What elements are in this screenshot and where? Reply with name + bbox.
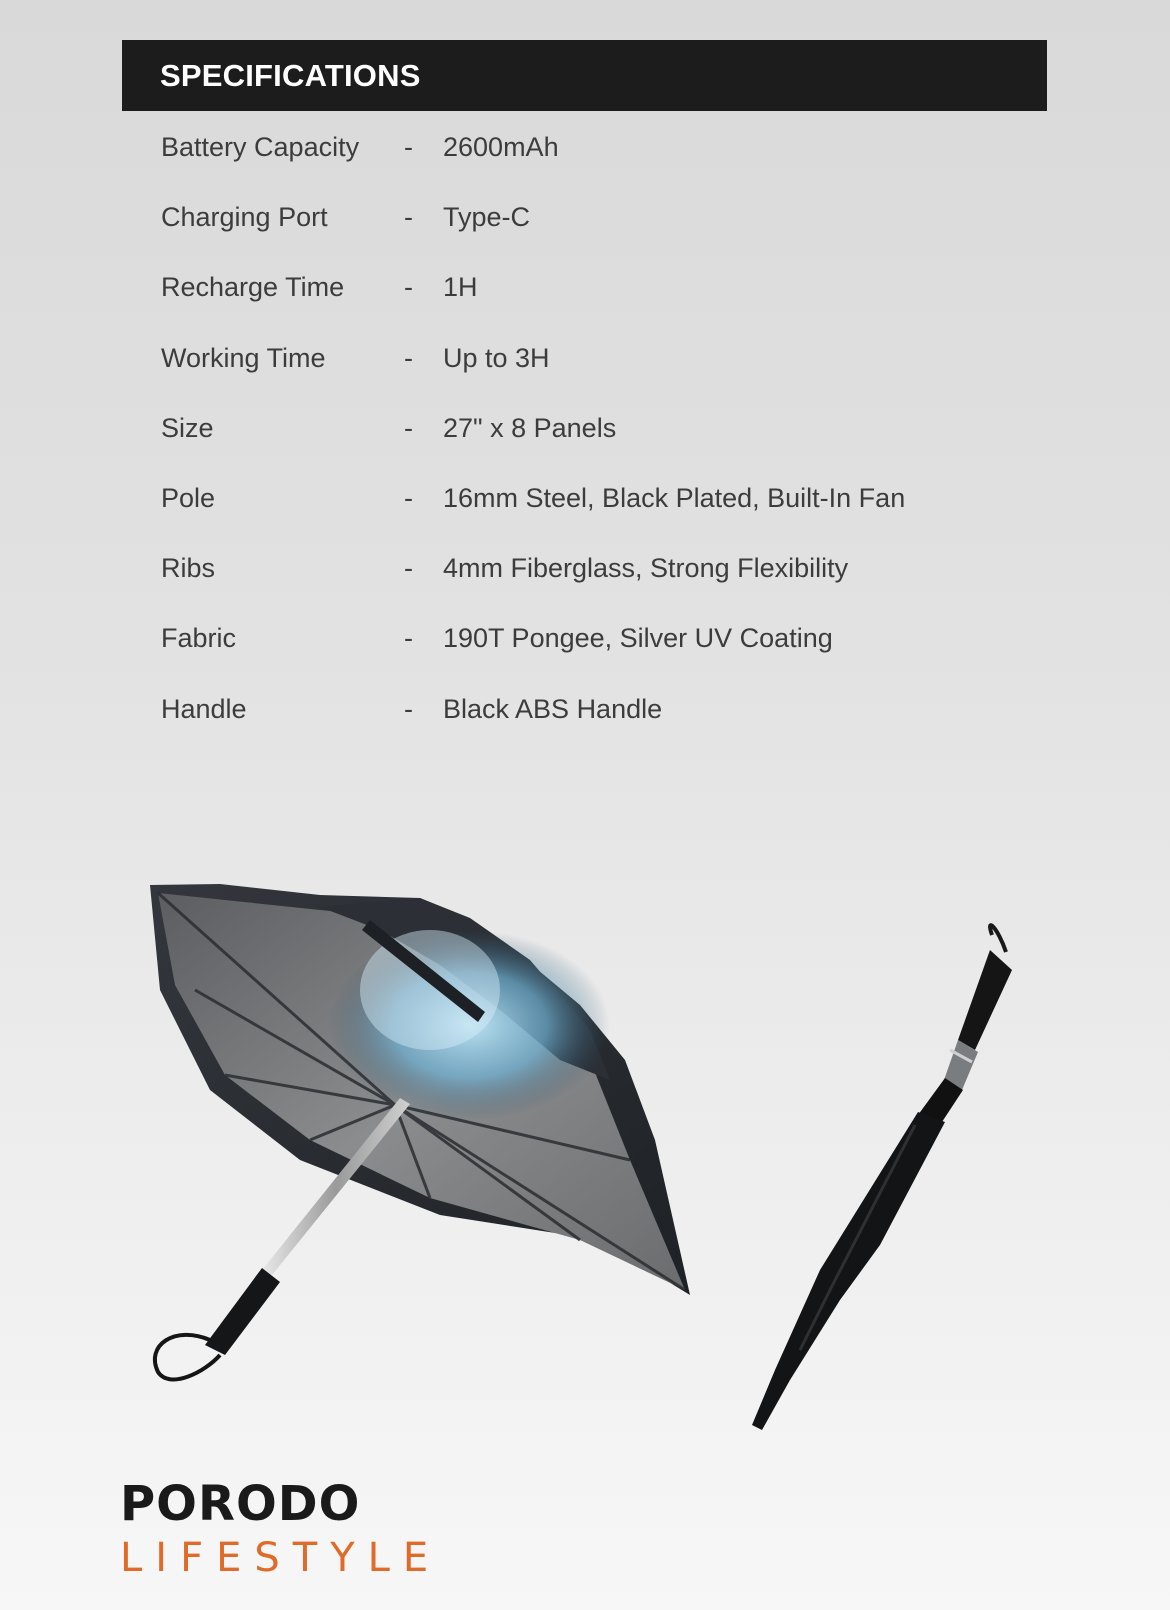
spec-value: 4mm Fiberglass, Strong Flexibility [443,553,849,584]
spec-value: 2600mAh [443,132,559,162]
spec-label: Size [161,412,214,443]
spec-label: Pole [161,482,216,513]
spec-value: 1H [443,272,478,303]
spec-separator: - [404,693,413,724]
spec-separator: - [404,342,413,373]
spec-separator: - [404,623,413,654]
page-title: SPECIFICATIONS [160,58,421,93]
spec-value: Type-C [443,202,531,233]
brand-name: PORODO [120,1476,361,1532]
spec-separator: - [404,132,413,162]
brand-logo [120,1476,442,1581]
spec-separator: - [404,412,413,443]
spec-separator: - [404,202,413,233]
spec-label: Ribs [161,553,216,584]
spec-label: Battery Capacity [161,132,360,162]
open-umbrella [150,884,690,1379]
closed-umbrella [752,925,1012,1430]
spec-label: Working Time [161,342,326,373]
brand-subtitle: LIFESTYLE [120,1535,442,1581]
spec-separator: - [404,553,413,584]
spec-label: Fabric [161,623,237,654]
spec-label: Recharge Time [161,272,345,303]
spec-separator: - [404,482,413,513]
spec-value: Black ABS Handle [443,693,663,724]
spec-value: 16mm Steel, Black Plated, Built-In Fan [443,482,906,513]
spec-label: Charging Port [161,202,328,233]
spec-label: Handle [161,693,247,724]
spec-value: 27" x 8 Panels [443,412,617,443]
spec-separator: - [404,272,413,303]
spec-value: Up to 3H [443,342,550,373]
spec-value: 190T Pongee, Silver UV Coating [443,623,833,654]
